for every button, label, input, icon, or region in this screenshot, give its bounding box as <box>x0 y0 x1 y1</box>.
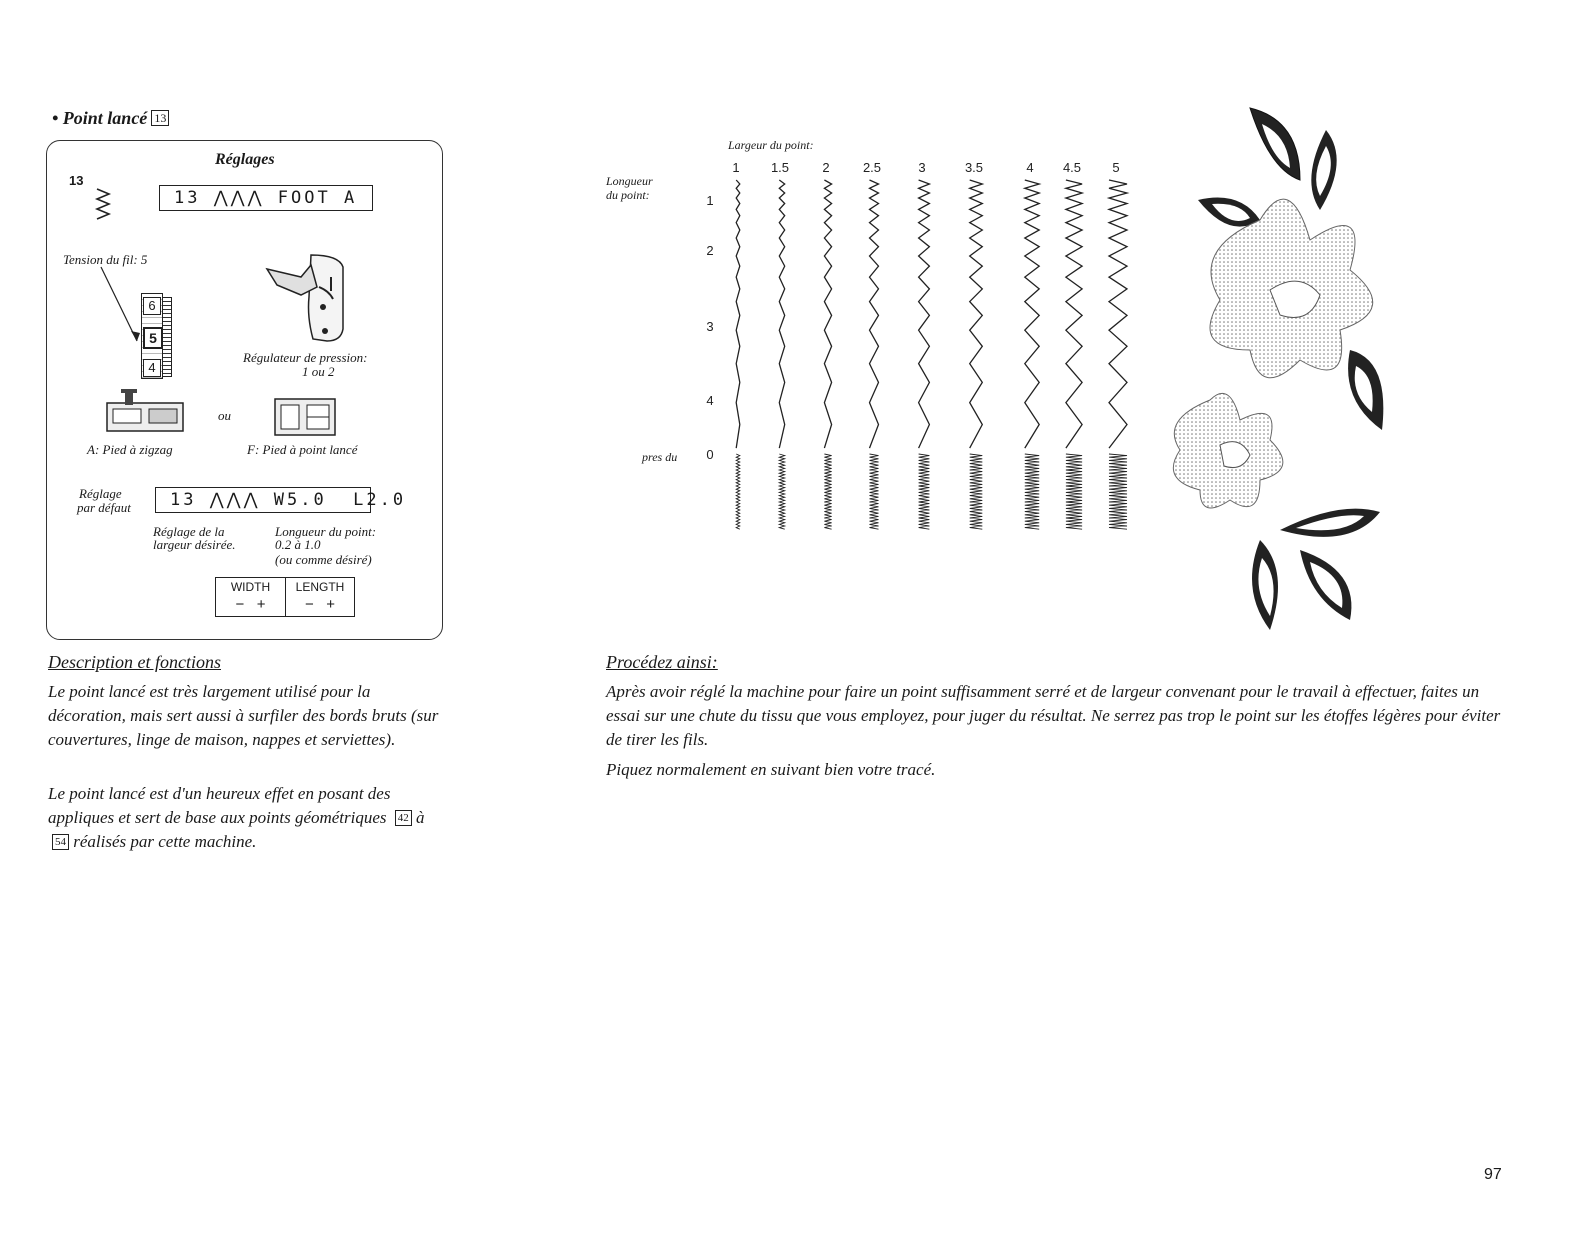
settings-box <box>46 140 443 640</box>
tension-dial-6: 6 <box>143 297 161 315</box>
width-length-keys <box>215 577 355 617</box>
satin-block-5 <box>1109 454 1127 529</box>
page-number: 97 <box>1484 1166 1502 1183</box>
chart-ylabel-1: Longueur <box>606 174 653 188</box>
width-label-1.5: 1.5 <box>770 160 790 175</box>
length-note-3: (ou comme désiré) <box>275 552 372 567</box>
section-title-text: • Point lancé <box>52 108 148 128</box>
flower-illustration <box>1150 100 1410 640</box>
section-title <box>52 108 169 129</box>
width-key-signs[interactable]: − + <box>235 596 266 613</box>
length-label-1: 1 <box>706 193 714 208</box>
width-key-label: WIDTH <box>230 580 271 594</box>
width-label-3.5: 3.5 <box>964 160 984 175</box>
stitch-54-badge: 54 <box>52 834 69 850</box>
stitch-column-2 <box>824 180 831 448</box>
satin-block-4 <box>1025 454 1039 529</box>
satin-block-2 <box>824 454 831 529</box>
description-p2-c: réalisés par cette machine. <box>73 832 257 851</box>
description-heading: Description et fonctions <box>48 652 221 672</box>
length-note-2: 0.2 à 1.0 <box>275 537 321 552</box>
satin-block-4.5 <box>1066 454 1082 529</box>
description-p2-a: Le point lancé est d'un heureux effet en posant des appliques et sert de base aux points géométriques <box>48 784 391 827</box>
width-label-2.5: 2.5 <box>862 160 882 175</box>
default-label-2: par défaut <box>77 500 131 515</box>
satin-block-3 <box>919 454 930 529</box>
length-label-3: 3 <box>706 319 714 334</box>
stitch-column-3.5 <box>970 180 983 448</box>
chart-ylabel-2: du point: <box>606 188 650 202</box>
length-label-0: 0 <box>706 447 714 462</box>
satin-block-1.5 <box>779 454 784 529</box>
width-note-1: Réglage de la <box>153 524 225 539</box>
chart-near-zero-prefix: pres du <box>642 450 678 464</box>
stitch-column-4.5 <box>1066 180 1082 448</box>
satin-block-2.5 <box>870 454 879 529</box>
width-label-4.5: 4.5 <box>1062 160 1082 175</box>
foot-a-label: A: Pied à zigzag <box>87 442 173 457</box>
lcd-display-top: 13 ⋀⋀⋀ FOOT A <box>159 185 373 211</box>
stitch-sample-chart <box>690 150 1160 540</box>
procedure-p1: Après avoir réglé la machine pour faire un point suffisamment serré et de largeur convenant pour le travail à effectuer, faites un essai sur une chute du tissu que vous employez, pour juger du résultat. Ne serrez pas trop le point sur les étoffes légères pour éviter de tirer les fils. <box>606 682 1501 749</box>
satin-block-3.5 <box>970 454 983 529</box>
or-label: ou <box>218 408 231 423</box>
satin-block-1 <box>736 454 740 529</box>
stitch-column-1 <box>736 180 740 448</box>
width-label-5: 5 <box>1112 160 1120 175</box>
zigzag-foot-icon <box>103 387 189 435</box>
width-label-3: 3 <box>918 160 926 175</box>
pressure-label-1: Régulateur de pression: <box>243 350 368 365</box>
tension-dial-4: 4 <box>143 359 161 377</box>
length-key-signs[interactable]: − + <box>304 596 336 613</box>
length-label-2: 2 <box>706 243 714 258</box>
description-p2 <box>48 782 448 854</box>
procedure-heading: Procédez ainsi: <box>606 652 718 672</box>
description-p1: Le point lancé est très largement utilisé pour la décoration, mais sert aussi à surfiler des bords bruts (sur couvertures, linge de maison, nappes et serviettes). <box>48 682 439 749</box>
width-label-1: 1 <box>732 160 740 175</box>
length-note-1: Longueur du point: <box>275 524 377 539</box>
tension-label: Tension du fil: 5 <box>63 252 148 267</box>
feather-stitch-icon <box>93 187 115 221</box>
default-label-1: Réglage <box>79 486 122 501</box>
stitch-column-1.5 <box>779 180 784 448</box>
width-label-2: 2 <box>822 160 830 175</box>
width-label-4: 4 <box>1026 160 1034 175</box>
lcd-display-default: 13 ⋀⋀⋀ W5.0 L2.0 <box>155 487 371 513</box>
procedure-p2: Piquez normalement en suivant bien votre tracé. <box>606 760 936 779</box>
tension-dial <box>141 293 171 379</box>
stitch-column-5 <box>1109 180 1127 448</box>
stitch-column-4 <box>1025 180 1039 448</box>
stitch-column-3 <box>919 180 930 448</box>
tension-dial-5: 5 <box>143 327 163 349</box>
length-key-label: LENGTH <box>295 580 345 594</box>
stitch-number-label: 13 <box>69 173 84 188</box>
stitch-number-badge: 13 <box>151 110 169 126</box>
description-p2-b: à <box>416 808 425 827</box>
settings-heading: Réglages <box>215 151 275 168</box>
stitch-42-badge: 42 <box>395 810 412 826</box>
length-label-4: 4 <box>706 393 714 408</box>
feather-foot-icon <box>271 395 341 439</box>
width-note-2: largeur désirée. <box>153 537 236 552</box>
chart-title: Largeur du point: <box>728 138 814 152</box>
foot-f-label: F: Pied à point lancé <box>247 442 358 457</box>
pressure-regulator-icon <box>261 247 361 347</box>
pressure-label-2: 1 ou 2 <box>302 364 335 379</box>
stitch-column-2.5 <box>870 180 879 448</box>
